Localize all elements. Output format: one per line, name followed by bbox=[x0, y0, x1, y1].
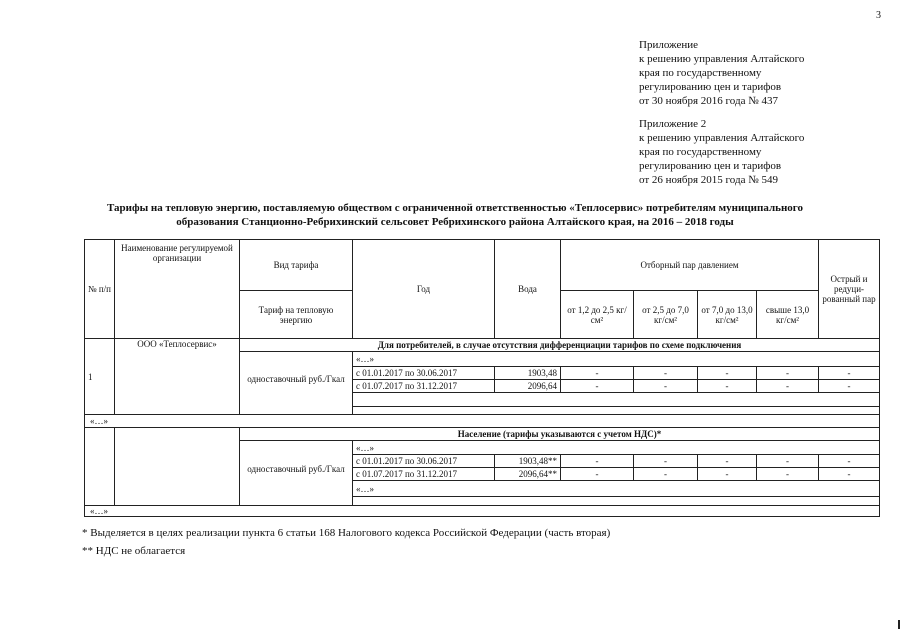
dash-cell: - bbox=[634, 468, 698, 481]
footnote-1: * Выделяется в целях реализации пункта 6 статьи 168 Налогового кодекса Российской Федерации (часть вторая) bbox=[82, 527, 611, 539]
header-steam-4: свыше 13,0 кг/см² bbox=[757, 291, 819, 339]
blank-cell bbox=[353, 497, 880, 506]
annex-1-line: регулированию цен и тарифов bbox=[639, 81, 782, 93]
annex-1-line: к решению управления Алтайского bbox=[639, 53, 805, 65]
dash-cell: - bbox=[698, 367, 757, 380]
blank-cell bbox=[240, 497, 353, 506]
footnote-2: ** НДС не облагается bbox=[82, 545, 186, 557]
tariff-table bbox=[84, 239, 880, 517]
dash-cell: - bbox=[757, 367, 819, 380]
annex-2-line: от 26 ноября 2015 года № 549 bbox=[639, 174, 778, 186]
annex-1-line: от 30 ноября 2016 года № 437 bbox=[639, 95, 778, 107]
annex-1-line: края по государственному bbox=[639, 67, 762, 79]
dash-cell: - bbox=[819, 468, 880, 481]
dash-cell: - bbox=[561, 367, 634, 380]
dash-cell: - bbox=[561, 455, 634, 468]
blank-cell bbox=[85, 428, 115, 506]
title-line-2: образования Станционно-Ребрихинский сельсовет Ребрихинского района Алтайского края, на 2016 – 2018 годы bbox=[176, 216, 734, 228]
header-heat-tariff: Тариф на тепловую энергию bbox=[240, 291, 353, 339]
dash-cell: - bbox=[819, 455, 880, 468]
title-line-1: Тарифы на тепловую энергию, поставляемую обществом с ограниченной ответственностью «Теплосервис» потребителям муниципального bbox=[106, 202, 804, 214]
dash-cell: - bbox=[698, 380, 757, 393]
header-steam-group: Отборный пар давлением bbox=[561, 240, 819, 291]
header-year: Год bbox=[353, 240, 495, 339]
dash-cell: - bbox=[757, 455, 819, 468]
annex-2-line: к решению управления Алтайского bbox=[639, 132, 805, 144]
annex-2-line: Приложение 2 bbox=[639, 118, 707, 130]
org-name-cell bbox=[115, 339, 240, 415]
header-org: Наименование регулируемой организации bbox=[115, 240, 240, 339]
dash-cell: - bbox=[757, 468, 819, 481]
dash-cell: - bbox=[634, 455, 698, 468]
org-name: ООО «Теплосервис» bbox=[137, 339, 217, 349]
section-2-title: Население (тарифы указываются с учетом НДС)* bbox=[240, 428, 880, 441]
annex-1-block bbox=[639, 38, 804, 108]
section-1-ellipsis: «…» bbox=[353, 352, 880, 367]
period-cell: с 01.01.2017 по 30.06.2017 bbox=[353, 367, 495, 380]
water-value: 2096,64** bbox=[495, 468, 561, 481]
header-steam-1: от 1,2 до 2,5 кг/см² bbox=[561, 291, 634, 339]
separator-ellipsis: «…» bbox=[85, 415, 880, 428]
blank-cell bbox=[115, 428, 240, 506]
header-tariff-type: Вид тарифа bbox=[240, 240, 353, 291]
header-steam-3: от 7,0 до 13,0 кг/см² bbox=[698, 291, 757, 339]
dash-cell: - bbox=[698, 455, 757, 468]
scan-edge-mark bbox=[898, 620, 900, 629]
unit-cell: одноставочный руб./Гкал bbox=[240, 441, 353, 497]
water-value: 2096,64 bbox=[495, 380, 561, 393]
period-cell: с 01.01.2017 по 30.06.2017 bbox=[353, 455, 495, 468]
header-num: № п/п bbox=[85, 240, 115, 339]
final-ellipsis: «…» bbox=[85, 506, 880, 517]
dash-cell: - bbox=[634, 367, 698, 380]
annex-2-line: регулированию цен и тарифов bbox=[639, 160, 782, 172]
annex-2-block bbox=[639, 117, 804, 187]
dash-cell: - bbox=[634, 380, 698, 393]
period-cell: с 01.07.2017 по 31.12.2017 bbox=[353, 468, 495, 481]
dash-cell: - bbox=[757, 380, 819, 393]
water-value: 1903,48** bbox=[495, 455, 561, 468]
dash-cell: - bbox=[819, 367, 880, 380]
section-1-title: Для потребителей, в случае отсутствия дифференциации тарифов по схеме подключения bbox=[240, 339, 880, 352]
dash-cell: - bbox=[819, 380, 880, 393]
annex-2-line: края по государственному bbox=[639, 146, 762, 158]
section-2-ellipsis-bottom: «…» bbox=[353, 481, 880, 497]
header-steam-2: от 2,5 до 7,0 кг/см² bbox=[634, 291, 698, 339]
section-2-ellipsis: «…» bbox=[353, 441, 880, 455]
page-number: 3 bbox=[876, 10, 881, 21]
period-cell: с 01.07.2017 по 31.12.2017 bbox=[353, 380, 495, 393]
unit-cell: одноставочный руб./Гкал bbox=[240, 352, 353, 407]
dash-cell: - bbox=[561, 380, 634, 393]
blank-cell bbox=[353, 393, 880, 407]
document-title bbox=[60, 201, 850, 229]
blank-cell bbox=[240, 407, 353, 415]
header-sharp-steam: Острый и редуци-рованный пар bbox=[819, 240, 880, 339]
row-number: 1 bbox=[85, 339, 115, 415]
water-value: 1903,48 bbox=[495, 367, 561, 380]
dash-cell: - bbox=[698, 468, 757, 481]
annex-1-line: Приложение bbox=[639, 39, 699, 51]
blank-cell bbox=[353, 407, 880, 415]
header-water: Вода bbox=[495, 240, 561, 339]
dash-cell: - bbox=[561, 468, 634, 481]
